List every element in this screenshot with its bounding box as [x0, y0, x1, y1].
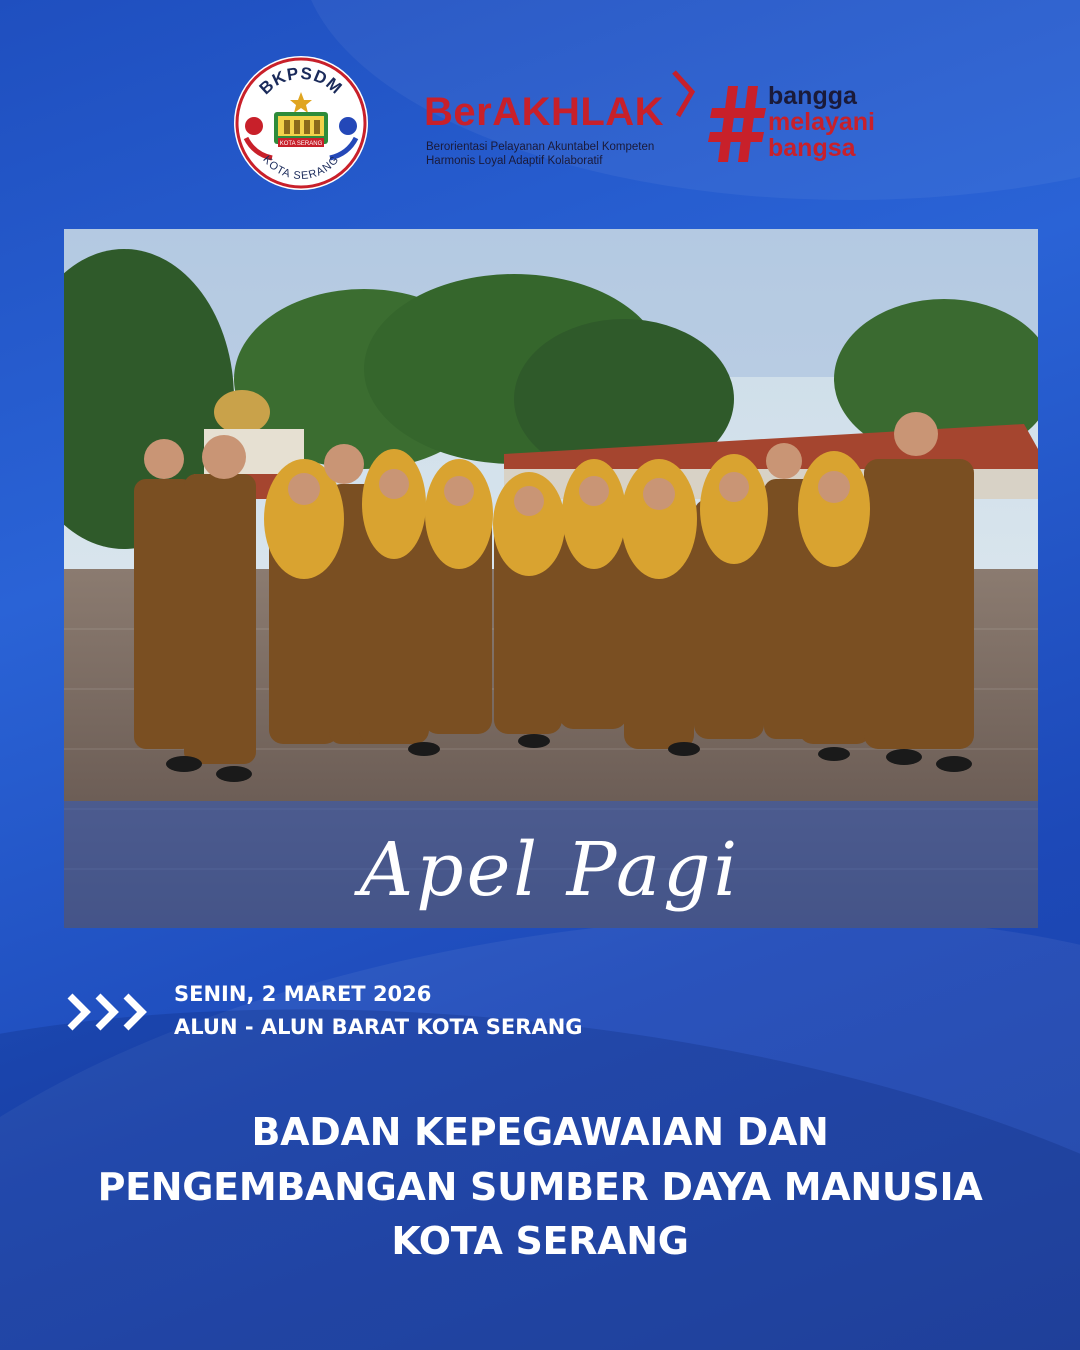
bkpsdm-logo	[232, 54, 370, 192]
melayani-word: melayani	[768, 108, 876, 136]
chevron-right-icon	[670, 70, 696, 120]
event-location: ALUN - ALUN BARAT KOTA SERANG	[174, 1015, 583, 1039]
berakhlak-values-line: Harmonis Loyal Adaptif Kolaboratif	[426, 155, 603, 167]
photo-caption: Apel Pagi	[359, 827, 741, 913]
organization-name-line: BADAN KEPEGAWAIAN DAN	[251, 1110, 829, 1154]
berakhlak-title: BerAKHLAK	[424, 90, 665, 134]
bangga-melayani-bangsa-logo	[708, 84, 908, 174]
bangsa-word: bangsa	[768, 134, 856, 162]
event-date: SENIN, 2 MARET 2026	[174, 982, 432, 1006]
hashtag-icon	[708, 84, 770, 164]
organization-name-line: PENGEMBANGAN SUMBER DAYA MANUSIA	[97, 1165, 983, 1209]
logo-ribbon-text: KOTA SERANG	[279, 141, 323, 147]
bkpsdm-emblem-icon	[232, 54, 370, 192]
logo-arc-text: BKPSDM	[255, 63, 347, 99]
bangga-word: bangga	[768, 82, 857, 110]
berakhlak-values-line: Berorientasi Pelayanan Akuntabel Kompeten	[426, 141, 655, 153]
organization-name-line: KOTA SERANG	[391, 1219, 689, 1263]
berakhlak-logo	[424, 70, 694, 170]
logo-bottom-text: KOTA SERANG	[260, 153, 342, 183]
triple-chevron-right-icon	[64, 990, 154, 1034]
